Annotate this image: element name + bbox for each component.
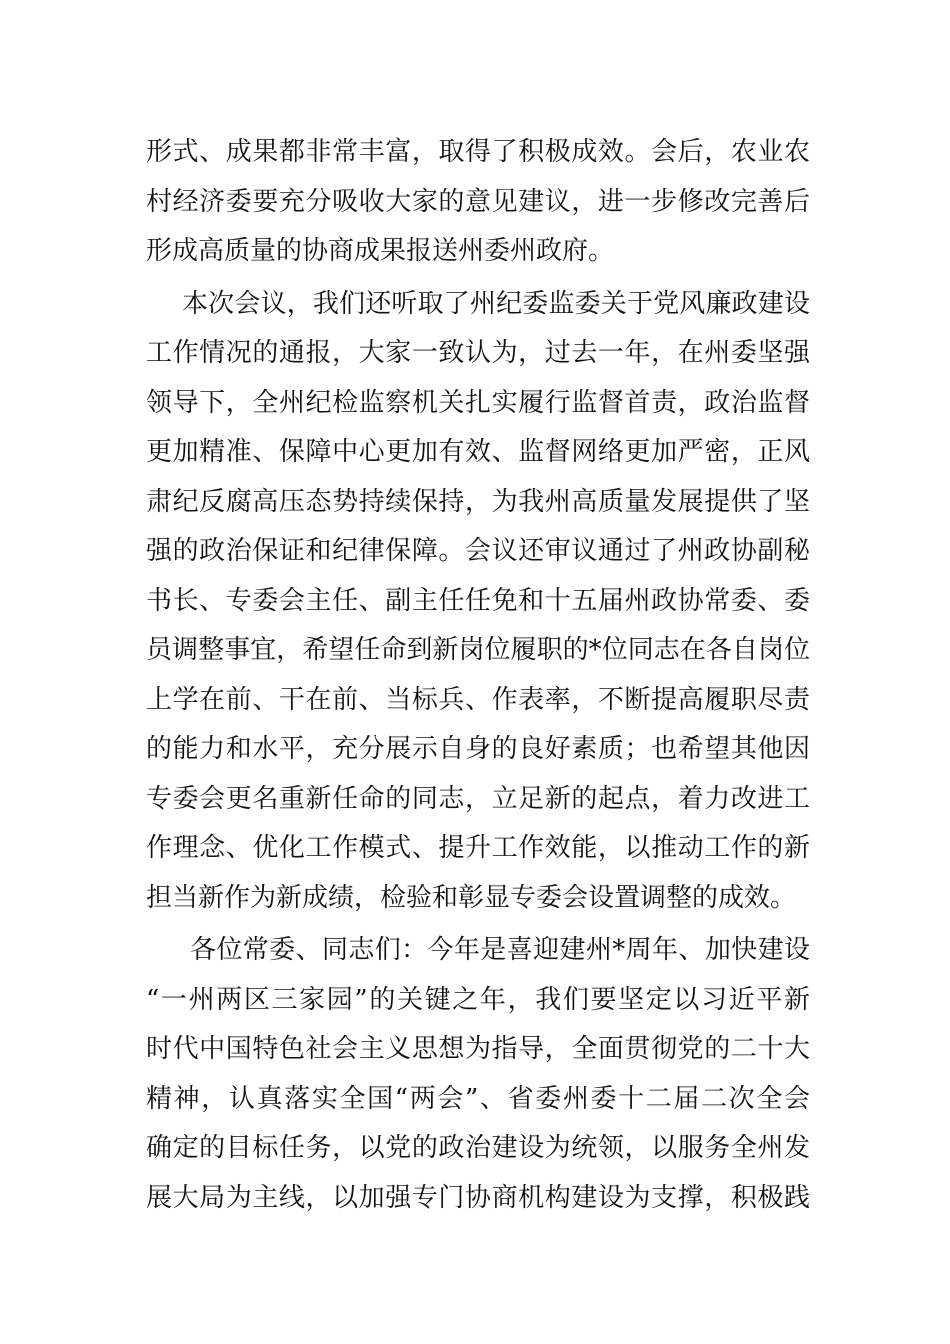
text-line: 本次会议，我们还听取了州纪委监委关于党风廉政建设: [182, 288, 810, 319]
paragraph-1: [146, 128, 810, 277]
text-line: 形成高质量的协商成果报送州委州政府。: [146, 236, 615, 266]
document-body: [146, 128, 810, 1223]
text-line: 书长、专委会主任、副主任任免和十五届州政协常委、委: [146, 585, 810, 616]
text-line: 作理念、优化工作模式、提升工作效能，以推动工作的新: [146, 833, 810, 863]
text-line: 时代中国特色社会主义思想为指导，全面贯彻党的二十大: [146, 1034, 810, 1064]
text-line: 确定的目标任务，以党的政治建设为统领，以服务全州发: [146, 1133, 810, 1163]
text-line: 工作情况的通报，大家一致认为，过去一年，在州委坚强: [146, 338, 810, 368]
text-line: 强的政治保证和纪律保障。会议还审议通过了州政协副秘: [146, 536, 810, 566]
text-line: 领导下，全州纪检监察机关扎实履行监督首责，政治监督: [146, 387, 810, 418]
text-line: 肃纪反腐高压态势持续保持，为我州高质量发展提供了坚: [146, 486, 810, 517]
text-line: 展大局为主线，以加强专门协商机构建设为支撑，积极践: [146, 1182, 810, 1213]
text-line: 各位常委、同志们：今年是喜迎建州*周年、加快建设: [190, 935, 810, 965]
text-line: 形式、成果都非常丰富，取得了积极成效。会后，农业农: [146, 137, 810, 167]
text-line: “一州两区三家园”的关键之年，我们要坚定以习近平新: [146, 984, 810, 1015]
paragraph-3: [146, 926, 810, 1223]
text-line: 专委会更名重新任命的同志，立足新的起点，着力改进工: [146, 783, 810, 814]
text-line: 担当新作为新成绩，检验和彰显专委会设置调整的成效。: [146, 882, 797, 913]
text-line: 村经济委要充分吸收大家的意见建议，进一步修改完善后: [146, 186, 810, 217]
text-line: 上学在前、干在前、当标兵、作表率，不断提高履职尽责: [146, 684, 810, 715]
text-line: 精神，认真落实全国“两会”、省委州委十二届二次全会: [146, 1083, 810, 1114]
text-line: 员调整事宜，希望任命到新岗位履职的*位同志在各自岗位: [146, 635, 810, 665]
paragraph-2: [146, 280, 810, 924]
text-line: 更加精准、保障中心更加有效、监督网络更加严密，正风: [146, 437, 810, 467]
text-line: 的能力和水平，充分展示自身的良好素质；也希望其他因: [146, 734, 810, 764]
